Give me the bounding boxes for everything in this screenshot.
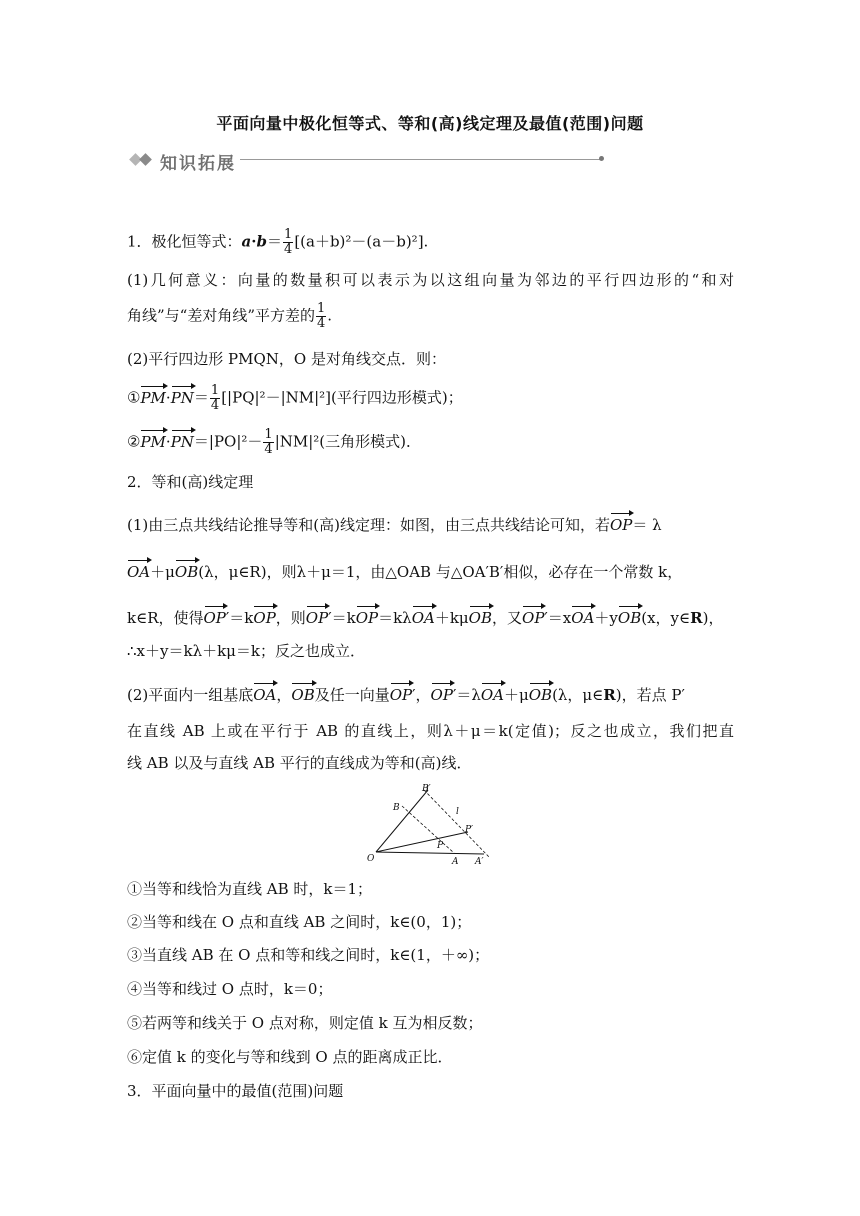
derivation-line2: OA＋μOB(λ，μ∈R)，则λ＋μ＝1，由△OAB 与△OA′B′相似，必存在一个常数 k， <box>127 563 683 581</box>
diamond-icon <box>127 151 157 169</box>
label-a-prime: A′ <box>475 857 484 866</box>
section2-heading: 2．等和(高)线定理 <box>127 473 254 491</box>
section-label: 知识拓展 <box>160 154 236 174</box>
label-p-prime: P′ <box>465 825 474 835</box>
basis-line1: (2)平面内一组基底OA，OB及任一向量OP′，OP′＝λOA＋μOB(λ，μ∈R)，若点 P′ <box>127 686 685 704</box>
basis-line2: 在直线 AB 上或在平行于 AB 的直线上，则λ＋μ＝k(定值)；反之也成立，我们把直 <box>127 722 734 740</box>
label-b: B <box>393 803 400 813</box>
case-4: ④当等和线过 O 点时，k＝0； <box>127 980 333 998</box>
polarization-identity: 1．极化恒等式：a·b＝ $\frac{1}{4}$ [(a＋b)²－(a－b)²]. <box>127 227 429 257</box>
case-3: ③当直线 AB 在 O 点和等和线之间时，k∈(1，＋∞)； <box>127 946 490 964</box>
label-a: A <box>452 857 459 866</box>
geometric-meaning-line1: (1)几何意义：向量的数量积可以表示为以这组向量为邻边的平行四边形的“和对 <box>127 271 734 289</box>
geometric-meaning-line2: 角线”与“差对角线”平方差的 $\frac{1}{4}$ . <box>127 301 333 331</box>
section-divider <box>240 159 600 160</box>
case-5: ⑤若两等和线关于 O 点对称，则定值 k 互为相反数； <box>127 1014 483 1032</box>
label-o: O <box>367 854 375 864</box>
derivation-line1: (1)由三点共线结论推导等和(高)线定理：如图，由三点共线结论可知，若OP＝ λ <box>127 516 662 534</box>
label-p: P <box>437 841 444 851</box>
case-6: ⑥定值 k 的变化与等和线到 O 点的距离成正比． <box>127 1048 453 1066</box>
derivation-line3: k∈R，使得OP′＝kOP，则OP′＝kOP＝kλOA＋kμOB，又OP′＝xOA＋yOB(x，y∈R)， <box>127 609 724 627</box>
label-l: l <box>456 807 459 817</box>
basis-line3: 线 AB 以及与直线 AB 平行的直线成为等和(高)线． <box>127 754 472 772</box>
triangle-figure <box>366 782 498 866</box>
page-title: 平面向量中极化恒等式、等和(高)线定理及最值(范围)问题 <box>216 114 644 133</box>
section3-heading: 3．平面向量中的最值(范围)问题 <box>127 1082 344 1100</box>
section-header <box>127 148 487 172</box>
triangle-mode: ②PM·PN＝|PO|²－ $\frac{1}{4}$ |NM|²(三角形模式)． <box>127 427 422 457</box>
case-2: ②当等和线在 O 点和直线 AB 之间时，k∈(0，1)； <box>127 913 472 931</box>
section-divider-dot <box>599 156 604 161</box>
parallelogram-statement: (2)平行四边形 PMQN，O 是对角线交点．则： <box>127 350 446 368</box>
label-b-prime: B′ <box>422 784 431 794</box>
derivation-line4: ∴x＋y＝kλ＋kμ＝k；反之也成立． <box>127 642 366 660</box>
case-1: ①当等和线恰为直线 AB 时，k＝1； <box>127 880 373 898</box>
parallelogram-mode: ①PM·PN＝ $\frac{1}{4}$ [|PQ|²－|NM|²](平行四边形模式)； <box>127 383 463 413</box>
